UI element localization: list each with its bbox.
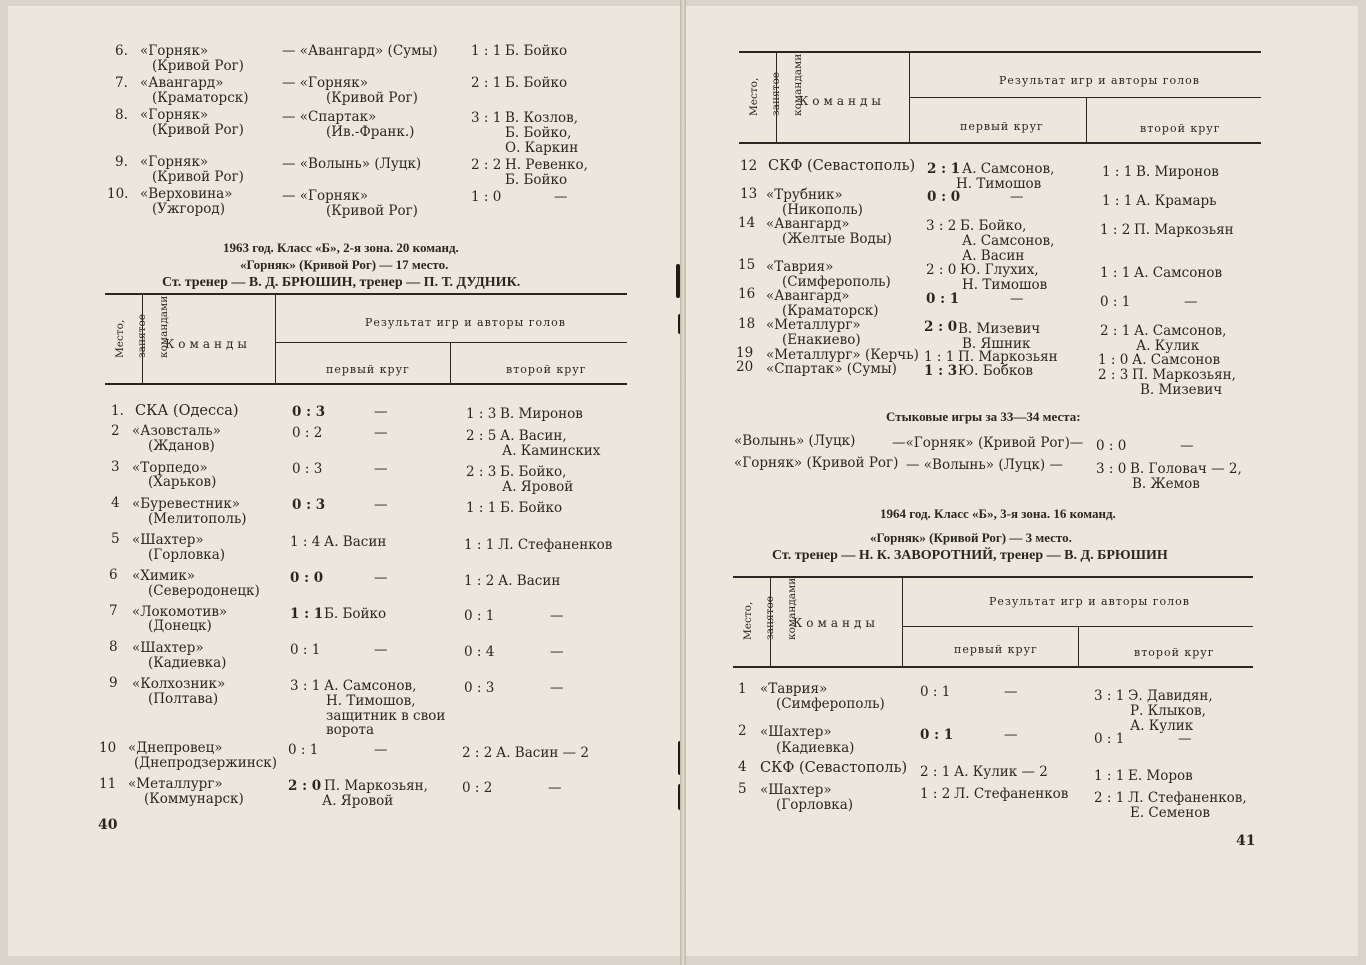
row-r1-scorers: В. Мизевич xyxy=(958,321,1041,337)
row-team: (Мелитополь) xyxy=(148,511,247,527)
row-team: «Спартак» (Сумы) xyxy=(766,361,897,377)
row-r2-scorers: — xyxy=(550,680,564,696)
row-place: 12 xyxy=(740,158,758,174)
row-r1-score: 2 : 0 xyxy=(926,262,957,278)
season-result: «Горняк» (Кривой Рог) — 3 место. xyxy=(870,530,1072,545)
row-r1-scorers: П. Маркозьян xyxy=(958,349,1058,365)
match-away: (Ив.-Франк.) xyxy=(326,124,415,140)
row-r1-score: 0 : 1 xyxy=(926,291,960,307)
row-place: 2 xyxy=(738,723,747,739)
column-teams-label: Команды xyxy=(165,337,251,351)
row-r2-scorers: А. Крамарь xyxy=(1136,193,1217,209)
match-score: 1 : 1 xyxy=(471,43,502,59)
match-home: «Горняк» xyxy=(140,43,209,59)
row-team: «Шахтер» xyxy=(760,782,832,798)
row-r2-score: 1 : 0 xyxy=(1098,352,1129,368)
row-r1-scorers: защитник в свои xyxy=(326,708,446,724)
column-place-label: Место, xyxy=(742,601,754,640)
row-r2-score: 1 : 1 xyxy=(466,500,497,516)
playoff-score: 3 : 0 xyxy=(1096,461,1127,477)
match-score: 2 : 2 xyxy=(471,157,502,173)
season-result: «Горняк» (Кривой Рог) — 17 место. xyxy=(240,257,449,272)
row-r1-score: 2 : 1 xyxy=(920,764,951,780)
match-number: 10. xyxy=(107,186,129,202)
row-team: «Химик» xyxy=(132,568,196,584)
season-coaches: Ст. тренер — Н. К. ЗАВОРОТНИЙ, тренер — В. Д. БРЮШИН xyxy=(772,548,1168,563)
row-place: 14 xyxy=(738,215,756,231)
row-r1-scorers: Л. Стефаненков xyxy=(954,786,1069,802)
row-r2-score: 0 : 3 xyxy=(464,680,495,696)
row-r1-scorers: — xyxy=(374,425,388,441)
match-score: 2 : 1 xyxy=(471,75,502,91)
row-r2-score: 1 : 1 xyxy=(1102,193,1133,209)
row-r1-scorers: Н. Тимошов, xyxy=(326,693,416,709)
column-place-label: командами xyxy=(786,577,798,640)
row-r1-scorers: П. Маркозьян, xyxy=(324,778,428,794)
row-team: «Авангард» xyxy=(766,216,850,232)
row-r2-score: 2 : 1 xyxy=(1100,323,1131,339)
match-home: «Авангард» xyxy=(140,75,224,91)
column-place-label: занятое xyxy=(136,314,148,358)
row-r2-scorers: — xyxy=(548,780,562,796)
row-team: (Симферополь) xyxy=(776,696,885,712)
row-r2-score: 1 : 2 xyxy=(1100,222,1131,238)
row-r1-score: 0 : 0 xyxy=(290,570,324,586)
row-place: 13 xyxy=(740,186,758,202)
row-place: 5 xyxy=(738,781,747,797)
playoff-scorers: — xyxy=(1180,438,1194,454)
row-r2-score: 1 : 1 xyxy=(464,537,495,553)
row-place: 3 xyxy=(111,459,120,475)
row-place: 1 xyxy=(738,681,747,697)
row-r2-scorers: А. Васин xyxy=(498,573,561,589)
row-r1-score: 3 : 1 xyxy=(290,678,321,694)
row-team: «Авангард» xyxy=(766,288,850,304)
row-team: (Кадиевка) xyxy=(776,740,855,756)
column-place-label: занятое xyxy=(764,596,776,640)
column-second-round-label: второй круг xyxy=(506,363,587,376)
row-r2-scorers: А. Васин, xyxy=(500,428,567,444)
row-r2-score: 2 : 3 xyxy=(1098,367,1129,383)
row-team: (Коммунарск) xyxy=(144,791,244,807)
row-r1-scorers: — xyxy=(374,742,388,758)
row-place: 11 xyxy=(99,776,117,792)
row-r2-score: 2 : 3 xyxy=(466,464,497,480)
column-place-label: командами xyxy=(792,53,804,116)
playoff-title: Стыковые игры за 33—34 места: xyxy=(886,409,1081,424)
row-r1-scorers: — xyxy=(1010,189,1024,205)
row-r1-scorers: Б. Бойко, xyxy=(960,218,1027,234)
row-r1-scorers: А. Кулик — 2 xyxy=(954,764,1048,780)
row-team: «Шахтер» xyxy=(132,532,204,548)
match-home: «Верховина» xyxy=(140,186,233,202)
row-place: 6 xyxy=(109,567,118,583)
row-place: 8 xyxy=(109,639,118,655)
row-r1-score: 0 : 1 xyxy=(288,742,319,758)
row-r2-scorers: П. Маркозьян xyxy=(1134,222,1234,238)
row-place: 16 xyxy=(738,286,756,302)
column-place-label: Место, xyxy=(114,319,126,358)
row-team: «Торпедо» xyxy=(132,460,208,476)
row-team: «Днепровец» xyxy=(128,740,223,756)
row-r1-scorers: А. Самсонов, xyxy=(324,678,417,694)
row-r2-score: 0 : 1 xyxy=(1100,294,1131,310)
row-team: «Таврия» xyxy=(760,681,828,697)
row-r2-scorers: А. Яровой xyxy=(502,479,574,495)
row-r1-scorers: Ю. Глухих, xyxy=(960,262,1039,278)
row-r2-scorers: — xyxy=(1178,731,1192,747)
row-r1-score: 2 : 1 xyxy=(927,161,961,177)
row-r1-score: 1 : 3 xyxy=(924,363,958,379)
row-r1-scorers: — xyxy=(374,404,388,420)
row-r1-score: 2 : 0 xyxy=(924,319,958,335)
row-r1-scorers: Н. Тимошов xyxy=(962,277,1048,293)
match-number: 9. xyxy=(115,154,128,170)
row-team: «Таврия» xyxy=(766,259,834,275)
row-r2-scorers: — xyxy=(1184,294,1198,310)
column-teams-label: Команды xyxy=(799,94,885,108)
column-first-round-label: первый круг xyxy=(326,363,410,376)
row-team: (Донецк) xyxy=(148,618,212,634)
match-away: (Кривой Рог) xyxy=(326,203,418,219)
row-r2-scorers: — xyxy=(550,608,564,624)
row-place: 19 xyxy=(736,345,754,361)
row-r1-scorers: А. Самсонов, xyxy=(962,233,1055,249)
row-r1-score: 1 : 4 xyxy=(290,534,321,550)
row-r2-scorers: Л. Стефаненков xyxy=(498,537,613,553)
match-scorers: В. Козлов, xyxy=(505,110,579,126)
row-place: 18 xyxy=(738,316,756,332)
playoff-away: — «Волынь» (Луцк) — xyxy=(906,457,1063,473)
row-team: (Симферополь) xyxy=(782,274,891,290)
row-r2-scorers: А. Каминских xyxy=(502,443,601,459)
row-r2-score: 1 : 1 xyxy=(1094,768,1125,784)
row-place: 4 xyxy=(738,759,747,775)
row-r1-score: 0 : 1 xyxy=(920,727,954,743)
match-away: (Кривой Рог) xyxy=(326,90,418,106)
row-place: 7 xyxy=(109,603,118,619)
row-r1-scorers: ворота xyxy=(326,722,375,738)
row-r1-score: 1 : 1 xyxy=(924,349,955,365)
column-place-label: командами xyxy=(158,295,170,358)
left-page xyxy=(8,6,681,956)
row-team: СКФ (Севастополь) xyxy=(760,760,908,776)
row-team: «Металлург» xyxy=(766,317,861,333)
row-r2-scorers: Е. Моров xyxy=(1128,768,1193,784)
season-title: 1963 год. Класс «Б», 2-я зона. 20 команд. xyxy=(223,240,459,255)
row-r2-scorers: А. Самсонов, xyxy=(1134,323,1227,339)
row-r2-score: 1 : 1 xyxy=(1102,164,1133,180)
row-r1-scorers: — xyxy=(1004,727,1018,743)
row-team: (Горловка) xyxy=(148,547,226,563)
row-r2-score: 0 : 4 xyxy=(464,644,495,660)
row-r2-score: 0 : 1 xyxy=(1094,731,1125,747)
row-r2-scorers: В. Миронов xyxy=(1136,164,1219,180)
row-r1-score: 0 : 2 xyxy=(292,425,323,441)
row-r2-scorers: Б. Бойко xyxy=(500,500,563,516)
row-r2-scorers: Л. Стефаненков, xyxy=(1128,790,1247,806)
column-results-label: Результат игр и авторы голов xyxy=(999,74,1200,87)
page-number: 40 xyxy=(98,817,118,833)
row-place: 1. xyxy=(111,403,124,419)
row-r2-scorers: А. Кулик xyxy=(1130,718,1194,734)
row-place: 2 xyxy=(111,423,120,439)
row-r2-scorers: В. Мизевич xyxy=(1140,382,1223,398)
row-r1-score: 0 : 0 xyxy=(927,189,961,205)
row-r1-score: 2 : 0 xyxy=(288,778,322,794)
row-team: «Металлург» (Керчь) xyxy=(766,347,919,363)
row-r1-score: 1 : 2 xyxy=(920,786,951,802)
row-r1-scorers: А. Самсонов, xyxy=(962,161,1055,177)
row-r1-score: 0 : 1 xyxy=(290,642,321,658)
column-second-round-label: второй круг xyxy=(1134,646,1215,659)
row-team: (Кадиевка) xyxy=(148,655,227,671)
match-score: 3 : 1 xyxy=(471,110,502,126)
row-r1-scorers: Ю. Бобков xyxy=(958,363,1034,379)
row-team: (Желтые Воды) xyxy=(782,231,892,247)
column-first-round-label: первый круг xyxy=(954,643,1038,656)
row-r2-score: 0 : 1 xyxy=(464,608,495,624)
row-r2-score: 1 : 1 xyxy=(1100,265,1131,281)
row-team: (Краматорск) xyxy=(782,303,879,319)
season-coaches: Ст. тренер — В. Д. БРЮШИН, тренер — П. Т. ДУДНИК. xyxy=(162,275,521,290)
match-number: 7. xyxy=(115,75,128,91)
column-place-label: занятое xyxy=(770,72,782,116)
column-results-label: Результат игр и авторы голов xyxy=(989,595,1190,608)
row-r1-scorers: А. Яровой xyxy=(322,793,394,809)
match-away: — «Горняк» xyxy=(282,188,368,204)
row-place: 20 xyxy=(736,359,754,375)
row-r2-score: 1 : 2 xyxy=(464,573,495,589)
match-home: «Горняк» xyxy=(140,107,209,123)
match-scorers: Б. Бойко, xyxy=(505,125,572,141)
row-r1-scorers: А. Васин xyxy=(324,534,387,550)
match-home: (Ужгород) xyxy=(152,201,225,217)
row-team: «Азовсталь» xyxy=(132,423,221,439)
row-r2-score: 2 : 5 xyxy=(466,428,497,444)
row-r2-score: 3 : 1 xyxy=(1094,688,1125,704)
row-team: (Северодонецк) xyxy=(148,583,260,599)
match-home: (Кривой Рог) xyxy=(152,122,244,138)
row-r1-scorers: Б. Бойко xyxy=(324,606,387,622)
row-r2-scorers: В. Миронов xyxy=(500,406,583,422)
match-home: (Кривой Рог) xyxy=(152,58,244,74)
row-place: 15 xyxy=(738,257,756,273)
match-scorers: — xyxy=(554,189,568,205)
row-team: «Шахтер» xyxy=(760,724,832,740)
row-place: 9 xyxy=(109,675,118,691)
row-team: (Жданов) xyxy=(148,438,215,454)
column-teams-label: Команды xyxy=(793,616,879,630)
match-scorers: Б. Бойко xyxy=(505,172,568,188)
row-r2-scorers: Б. Бойко, xyxy=(500,464,567,480)
row-team: СКА (Одесса) xyxy=(135,403,239,419)
row-place: 5 xyxy=(111,531,120,547)
row-r1-scorers: — xyxy=(374,461,388,477)
row-place: 10 xyxy=(99,740,117,756)
row-r1-score: 0 : 1 xyxy=(920,684,951,700)
row-team: «Колхозник» xyxy=(132,676,226,692)
row-r2-scorers: Е. Семенов xyxy=(1130,805,1210,821)
row-team: (Енакиево) xyxy=(782,332,861,348)
row-r2-scorers: — xyxy=(550,644,564,660)
row-team: «Локомотив» xyxy=(132,604,228,620)
row-team: СКФ (Севастополь) xyxy=(768,158,916,174)
row-team: (Днепродзержинск) xyxy=(134,755,277,771)
playoff-home: «Горняк» (Кривой Рог) xyxy=(734,455,899,471)
row-r1-score: 0 : 3 xyxy=(292,497,326,513)
row-r1-scorers: — xyxy=(374,642,388,658)
row-team: (Горловка) xyxy=(776,797,854,813)
row-team: «Буревестник» xyxy=(132,496,241,512)
row-r2-scorers: А. Самсонов xyxy=(1132,352,1221,368)
row-r1-scorers: В. Яшник xyxy=(962,336,1031,352)
row-r2-scorers: А. Самсонов xyxy=(1134,265,1223,281)
playoff-away: —«Горняк» (Кривой Рог)— xyxy=(892,435,1084,451)
match-away: — «Спартак» xyxy=(282,109,377,125)
match-scorers: Н. Ревенко, xyxy=(505,157,588,173)
row-place: 4 xyxy=(111,495,120,511)
match-number: 8. xyxy=(115,107,128,123)
right-page xyxy=(686,6,1358,956)
column-second-round-label: второй круг xyxy=(1140,122,1221,135)
match-away: — «Авангард» (Сумы) xyxy=(282,43,438,59)
season-title: 1964 год. Класс «Б», 3-я зона. 16 команд. xyxy=(880,506,1116,521)
row-r1-scorers: А. Васин xyxy=(962,248,1025,264)
row-r2-scorers: А. Васин — 2 xyxy=(496,745,590,761)
playoff-scorers: В. Головач — 2, xyxy=(1130,461,1242,477)
playoff-home: «Волынь» (Луцк) xyxy=(734,433,856,449)
row-r1-score: 3 : 2 xyxy=(926,218,957,234)
row-r1-score: 0 : 3 xyxy=(292,461,323,477)
row-r2-scorers: А. Кулик xyxy=(1136,338,1200,354)
match-home: «Горняк» xyxy=(140,154,209,170)
match-score: 1 : 0 xyxy=(471,189,502,205)
row-r1-scorers: — xyxy=(1004,684,1018,700)
row-r2-scorers: Э. Давидян, xyxy=(1128,688,1213,704)
row-team: «Трубник» xyxy=(766,187,843,203)
row-team: (Никополь) xyxy=(782,202,863,218)
column-first-round-label: первый круг xyxy=(960,120,1044,133)
row-r1-scorers: — xyxy=(374,497,388,513)
row-r2-score: 1 : 3 xyxy=(466,406,497,422)
row-r1-scorers: — xyxy=(1010,291,1024,307)
match-home: (Кривой Рог) xyxy=(152,169,244,185)
match-home: (Краматорск) xyxy=(152,90,249,106)
row-r1-scorers: Н. Тимошов xyxy=(956,176,1042,192)
row-r1-score: 0 : 3 xyxy=(292,404,326,420)
row-r1-score: 1 : 1 xyxy=(290,606,324,622)
row-r1-scorers: — xyxy=(374,570,388,586)
playoff-score: 0 : 0 xyxy=(1096,438,1127,454)
row-team: (Полтава) xyxy=(148,691,219,707)
row-team: (Харьков) xyxy=(148,474,217,490)
playoff-scorers: В. Жемов xyxy=(1132,476,1200,492)
match-scorers: О. Каркин xyxy=(505,140,579,156)
match-number: 6. xyxy=(115,43,128,59)
row-r2-score: 2 : 2 xyxy=(462,745,493,761)
match-away: — «Горняк» xyxy=(282,75,368,91)
row-r2-score: 0 : 2 xyxy=(462,780,493,796)
row-r2-scorers: Р. Клыков, xyxy=(1130,703,1206,719)
row-r2-scorers: П. Маркозьян, xyxy=(1132,367,1236,383)
column-place-label: Место, xyxy=(748,77,760,116)
column-results-label: Результат игр и авторы голов xyxy=(365,316,566,329)
match-scorers: Б. Бойко xyxy=(505,43,568,59)
page-number: 41 xyxy=(1236,833,1256,849)
row-team: «Шахтер» xyxy=(132,640,204,656)
row-r2-score: 2 : 1 xyxy=(1094,790,1125,806)
row-team: «Металлург» xyxy=(128,776,223,792)
match-scorers: Б. Бойко xyxy=(505,75,568,91)
match-away: — «Волынь» (Луцк) xyxy=(282,156,422,172)
